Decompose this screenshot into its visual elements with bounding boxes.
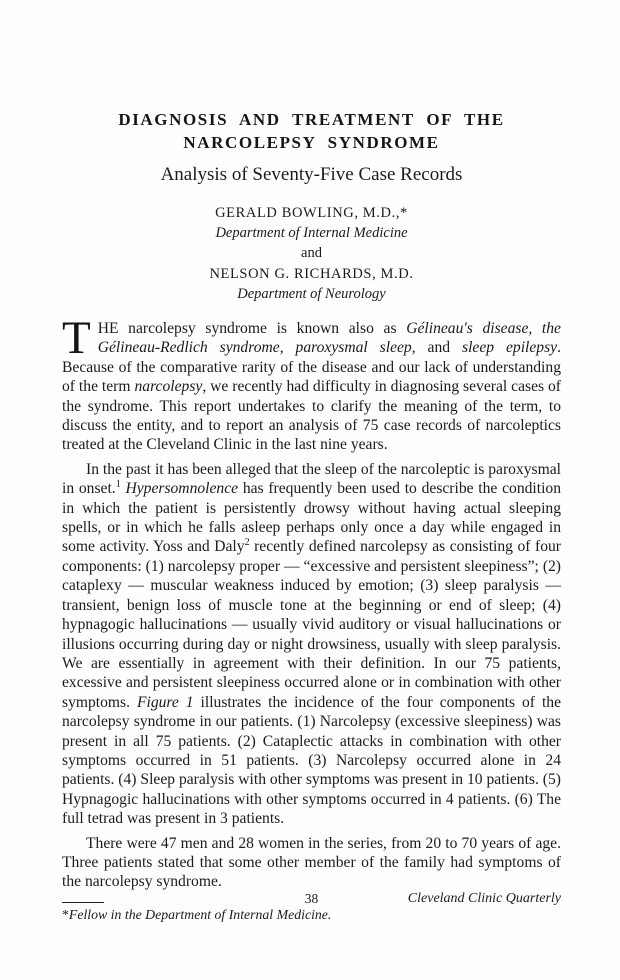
page-content [62,0,561,923]
dropcap-letter: T [62,312,91,364]
paragraph-1-text: HE narcolepsy syndrome is known also as Gélineau's disease, the Gélineau-Redlich syndrome, paroxysmal sleep, and sleep epilepsy. Because of the comparative rarity of the disease and our lack of understanding of the term narcolepsy, we recently had difficulty in diagnosing several cases of the syndrome. This report undertakes to clarify the meaning of the term, to discuss the entity, and to report an analysis of 75 case records of narcoleptics treated at the Cleveland Clinic in the last nine years. [62,320,561,454]
footnote-text: *Fellow in the Department of Internal Medicine. [62,906,332,922]
byline [62,203,561,304]
page-footer [62,891,561,907]
author-name-1: GERALD BOWLING, M.D.,* [215,205,408,221]
article-subtitle: Analysis of Seventy-Five Case Records [160,164,463,185]
article-title [62,0,561,154]
article-title-line1: DIAGNOSIS AND TREATMENT OF THE [118,110,505,129]
paragraph-2: In the past it has been alleged that the sleep of the narcoleptic is paroxysmal in onset.$^1$ Hypersomnolence has frequently been used to describe the condition in which the patient is persistently drowsy without having actual sleeping spells, or in which he falls asleep perhaps only once a day while engaged in some activity. Yoss and Daly$^2$ recently defined narcolepsy as consisting of four components: (1) narcolepsy proper — “excessive and persistent sleepiness”; (2) cataplexy — muscular weakness induced by emotion; (3) sleep paralysis — transient, benign loss of muscle tone at the beginning or end of sleep; (4) hypnagogic hallucinations — usually vivid auditory or visual hallucinations or illusions occurring during day or night drowsiness, usually with sleep paralysis. We are essentially in agreement with their definition. In our 75 patients, excessive and persistent sleepiness occurred alone or in combination with other symptoms. Figure 1 illustrates the incidence of the four components of the narcolepsy syndrome in our patients. (1) Narcolepsy (excessive sleepiness) was present in all 75 patients. (2) Cataplectic attacks in combination with other symptoms occurred in 51 patients. (3) Narcolepsy occurred alone in 24 patients. (4) Sleep paralysis with other symptoms was present in 10 patients. (5) Hypnagogic hallucinations with other symptoms occurred in 4 patients. (6) The full tetrad was present in 3 patients. [62,460,562,828]
article-body [62,312,562,892]
paragraph-1 [62,312,561,455]
author-name-2: NELSON G. RICHARDS, M.D. [209,266,414,282]
journal-name: Cleveland Clinic Quarterly [407,891,561,906]
author-connector: and [301,245,322,261]
author-affiliation-2: Department of Neurology [237,286,386,302]
paragraph-3: There were 47 men and 28 women in the series, from 20 to 70 years of age. Three patients stated that some other member of the family had symptoms of the narcolepsy syndrome. [62,834,561,891]
article-title-line2: NARCOLEPSY SYNDROME [183,133,440,152]
page-number: 38 [304,891,319,906]
author-affiliation-1: Department of Internal Medicine [215,225,408,241]
